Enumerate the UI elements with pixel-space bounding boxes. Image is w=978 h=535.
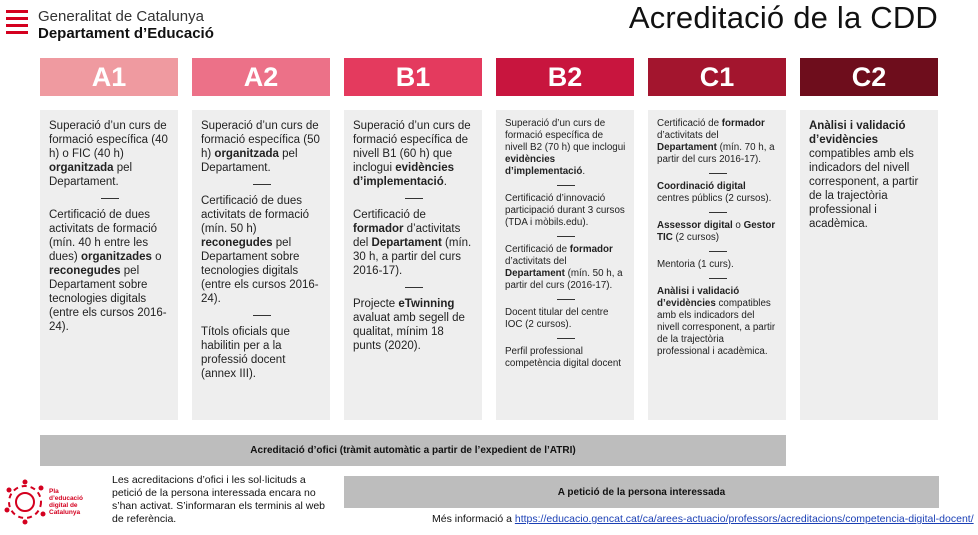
bar-peticio-persona-interessada: A petició de la persona interessada	[344, 476, 939, 508]
card-b2-item-4: Docent titular del centre IOC (2 cursos).	[505, 307, 609, 330]
card-c2-item-1: Anàlisi i validació d’evidències compatibles amb els indicadors del nivell corresponent, a partir de la trajectòria professional i acadèmica.	[809, 120, 919, 230]
pla-educacio-digital-icon	[3, 478, 47, 526]
level-header-c2: C2	[800, 58, 938, 96]
separator	[405, 198, 423, 199]
separator	[101, 198, 119, 199]
card-b2-item-3: Certificació de formador d’activitats del Departament (mín. 50 h, a partir del curs (2016-17).	[505, 244, 623, 291]
card-b2-item-2: Certificació d’innovació participació durant 3 cursos (TDA i mòbils.edu).	[505, 193, 625, 228]
pla-educacio-digital-text: Pla d’educació digital de Catalunya	[49, 488, 83, 516]
card-c1-item-3: Assessor digital o Gestor TIC (2 cursos)	[657, 220, 776, 243]
card-c1-item-5: Anàlisi i validació d’evidències compatibles amb els indicadors del nivell corresponent, a partir de la trajectòria professional i acadèmica.	[657, 286, 776, 357]
separator	[557, 185, 575, 186]
separator	[557, 299, 575, 300]
card-a2-item-1: Superació d’un curs de formació específica (50 h) organitzada pel Departament.	[201, 120, 320, 174]
card-b1-item-2: Certificació de formador d’activitats del Departament (mín. 30 h, a partir del curs 2016-17).	[353, 209, 472, 277]
separator	[405, 287, 423, 288]
more-info	[432, 513, 974, 525]
level-header-a2: A2	[192, 58, 330, 96]
level-header-b1: B1	[344, 58, 482, 96]
card-c2	[800, 110, 938, 420]
card-c1-item-1: Certificació de formador d’activitats del Departament (mín. 70 h, a partir del curs 2016-17).	[657, 118, 775, 165]
separator	[709, 173, 727, 174]
logo-line-1: Generalitat de Catalunya	[38, 8, 204, 25]
separator	[253, 184, 271, 185]
card-a2-item-3: Títols oficials que habilitin per a la professió docent (annex III).	[201, 326, 290, 380]
separator	[557, 236, 575, 237]
level-header-a1: A1	[40, 58, 178, 96]
senyera-icon	[6, 8, 28, 40]
card-a2	[192, 110, 330, 420]
card-b1-item-3: Projecte eTwinning avaluat amb segell de qualitat, mínim 18 punts (2020).	[353, 298, 465, 352]
level-header-c1: C1	[648, 58, 786, 96]
card-a1-item-1: Superació d’un curs de formació específica (40 h) o FIC (40 h) organitzada pel Departament.	[49, 120, 168, 188]
card-c1-item-2: Coordinació digital centres públics (2 cursos).	[657, 181, 772, 204]
level-header-b2: B2	[496, 58, 634, 96]
separator	[709, 278, 727, 279]
bar-acreditacio-ofici: Acreditació d’ofici (tràmit automàtic a partir de l’expedient de l’ATRI)	[40, 435, 786, 466]
separator	[253, 315, 271, 316]
card-b2-item-5: Perfil professional competència digital docent	[505, 346, 622, 369]
card-c1-item-4: Mentoria (1 curs).	[657, 259, 734, 270]
card-b1-item-1: Superació d’un curs de formació específica de nivell B1 (60 h) que inclogui evidències d’implementació.	[353, 120, 471, 188]
more-info-label: Més informació a	[432, 513, 515, 525]
card-b1	[344, 110, 482, 420]
card-a1-item-2: Certificació de dues activitats de formació (mín. 40 h entre les dues) organitzades o reconegudes pel Departament sobre tecnologies digitals (entre els cursos 2016-24).	[49, 209, 167, 333]
page-title: Acreditació de la CDD	[628, 0, 938, 35]
separator	[709, 212, 727, 213]
generalitat-logo	[6, 8, 214, 42]
card-c1	[648, 110, 786, 420]
card-a1	[40, 110, 178, 420]
card-a2-item-2: Certificació de dues activitats de formació (mín. 50 h) reconegudes pel Departament sobre tecnologies digitals (entre els cursos 2016-24).	[201, 195, 319, 305]
separator	[709, 251, 727, 252]
pla-educacio-digital-logo	[3, 478, 81, 526]
separator	[557, 338, 575, 339]
card-b2	[496, 110, 634, 420]
more-info-link[interactable]: https://educacio.gencat.cat/ca/arees-actuacio/professors/acreditacions/competencia-digital-docent/	[514, 513, 974, 525]
note-text: Les acreditacions d’ofici i les sol·licituds a petició de la persona interessada encara no s’han activat. S’informaran els terminis al web de referència.	[112, 474, 326, 525]
logo-line-2: Departament d’Educació	[38, 25, 214, 42]
card-b2-item-1: Superació d’un curs de formació específica de nivell B2 (70 h) que inclogui evidències d’implementació.	[505, 118, 626, 177]
